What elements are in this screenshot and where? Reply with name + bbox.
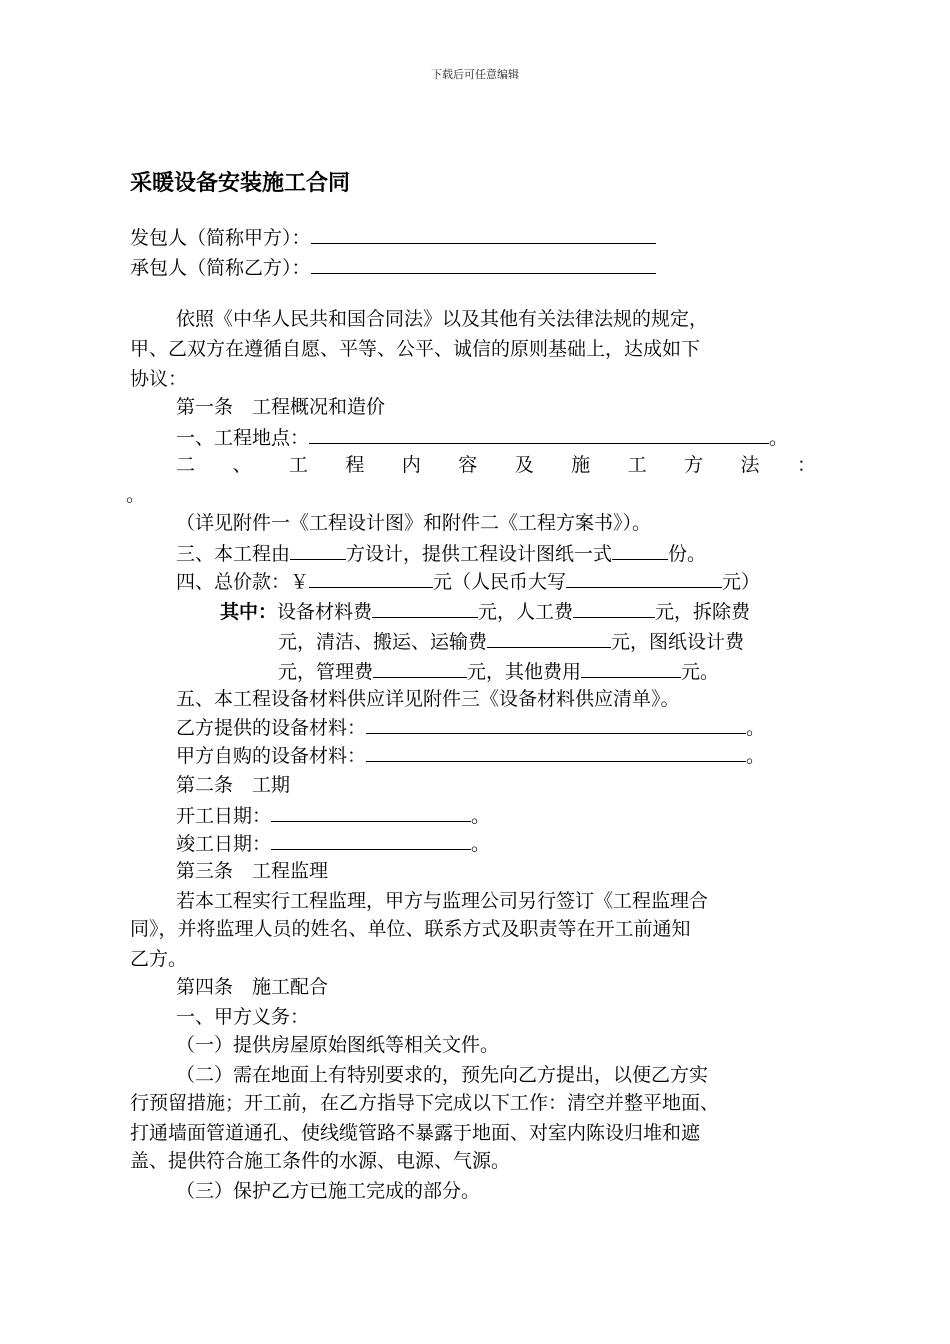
article-1-heading: 第一条 工程概况和造价 <box>176 396 386 418</box>
article-3-heading: 第三条 工程监理 <box>176 860 329 882</box>
see-annex-line: （详见附件一《工程设计图》和附件二《工程方案书》）。 <box>176 512 652 534</box>
management-fee-blank[interactable] <box>373 656 467 678</box>
party-a-duties-heading: 一、甲方义务： <box>176 1006 310 1028</box>
party-b-blank[interactable] <box>311 252 656 274</box>
supply-b-blank[interactable] <box>366 712 746 734</box>
design-line: 三、本工程由 方设计，提供工程设计图纸一式 份。 <box>176 538 706 569</box>
breakdown-line-3: 元，管理费 元，其他费用 元。 <box>278 656 719 687</box>
supply-b-line: 乙方提供的设备材料： 。 <box>176 712 765 743</box>
party-b-line: 承包人（简称乙方）： <box>130 252 656 283</box>
party-a-blank[interactable] <box>311 222 656 244</box>
duty-2-line-1: （二）需在地面上有特别要求的，预先向乙方提出，以便乙方实 <box>176 1064 709 1086</box>
end-date-blank[interactable] <box>271 828 471 850</box>
breakdown-line-1: 其中：设备材料费 元，人工费 元，拆除费 <box>220 596 750 627</box>
site-line: 一、工程地点： 。 <box>176 422 788 453</box>
page-header: 下载后可任意编辑 <box>431 68 519 81</box>
other-fee-blank[interactable] <box>581 656 681 678</box>
price-words-blank[interactable] <box>566 566 722 588</box>
intro-line-3: 协议： <box>130 368 188 390</box>
intro-line-1: 依照《中华人民共和国合同法》以及其他有关法律法规的规定， <box>176 308 709 330</box>
transport-fee-blank[interactable] <box>487 626 611 648</box>
duty-3: （三）保护乙方已施工完成的部分。 <box>176 1180 481 1202</box>
price-line: 四、总价款：￥ 元（人民币大写 元） <box>176 566 760 597</box>
method-end: 。 <box>126 484 146 506</box>
article-2-heading: 第二条 工期 <box>176 774 291 796</box>
duty-2-line-2: 行预留措施；开工前，在乙方指导下完成以下工作：清空并整平地面、 <box>130 1092 720 1114</box>
article-4-heading: 第四条 施工配合 <box>176 976 329 998</box>
duty-1: （一）提供房屋原始图纸等相关文件。 <box>176 1034 500 1056</box>
designer-blank[interactable] <box>290 538 346 560</box>
party-a-line: 发包人（简称甲方）： <box>130 222 656 253</box>
price-blank[interactable] <box>309 566 433 588</box>
material-fee-blank[interactable] <box>372 596 478 618</box>
site-blank[interactable] <box>309 422 769 444</box>
copies-blank[interactable] <box>612 538 668 560</box>
supply-a-blank[interactable] <box>366 740 746 762</box>
end-date-line: 竣工日期： 。 <box>176 828 490 859</box>
article-3-line-2: 同》，并将监理人员的姓名、单位、联系方式及职责等在开工前通知 <box>130 918 691 940</box>
method-line: 二 、 工 程 内 容 及 施 工 方 法 ： <box>176 454 816 476</box>
start-date-blank[interactable] <box>271 800 471 822</box>
labor-fee-blank[interactable] <box>573 596 655 618</box>
article-3-line-1: 若本工程实行工程监理，甲方与监理公司另行签订《工程监理合 <box>176 890 709 912</box>
supply-a-line: 甲方自购的设备材料： 。 <box>176 740 765 771</box>
supply-line: 五、本工程设备材料供应详见附件三《设备材料供应清单》。 <box>176 688 680 710</box>
breakdown-line-2: 元，清洁、搬运、运输费 元，图纸设计费 <box>278 626 744 657</box>
duty-2-line-4: 盖、提供符合施工条件的水源、电源、气源。 <box>130 1150 511 1172</box>
duty-2-line-3: 打通墙面管道通孔、使线缆管路不暴露于地面、对室内陈设归堆和遮 <box>130 1122 701 1144</box>
contract-title: 采暖设备安装施工合同 <box>130 171 351 196</box>
intro-line-2: 甲、乙双方在遵循自愿、平等、公平、诚信的原则基础上，达成如下 <box>130 338 701 360</box>
article-3-line-3: 乙方。 <box>130 948 188 970</box>
start-date-line: 开工日期： 。 <box>176 800 490 831</box>
